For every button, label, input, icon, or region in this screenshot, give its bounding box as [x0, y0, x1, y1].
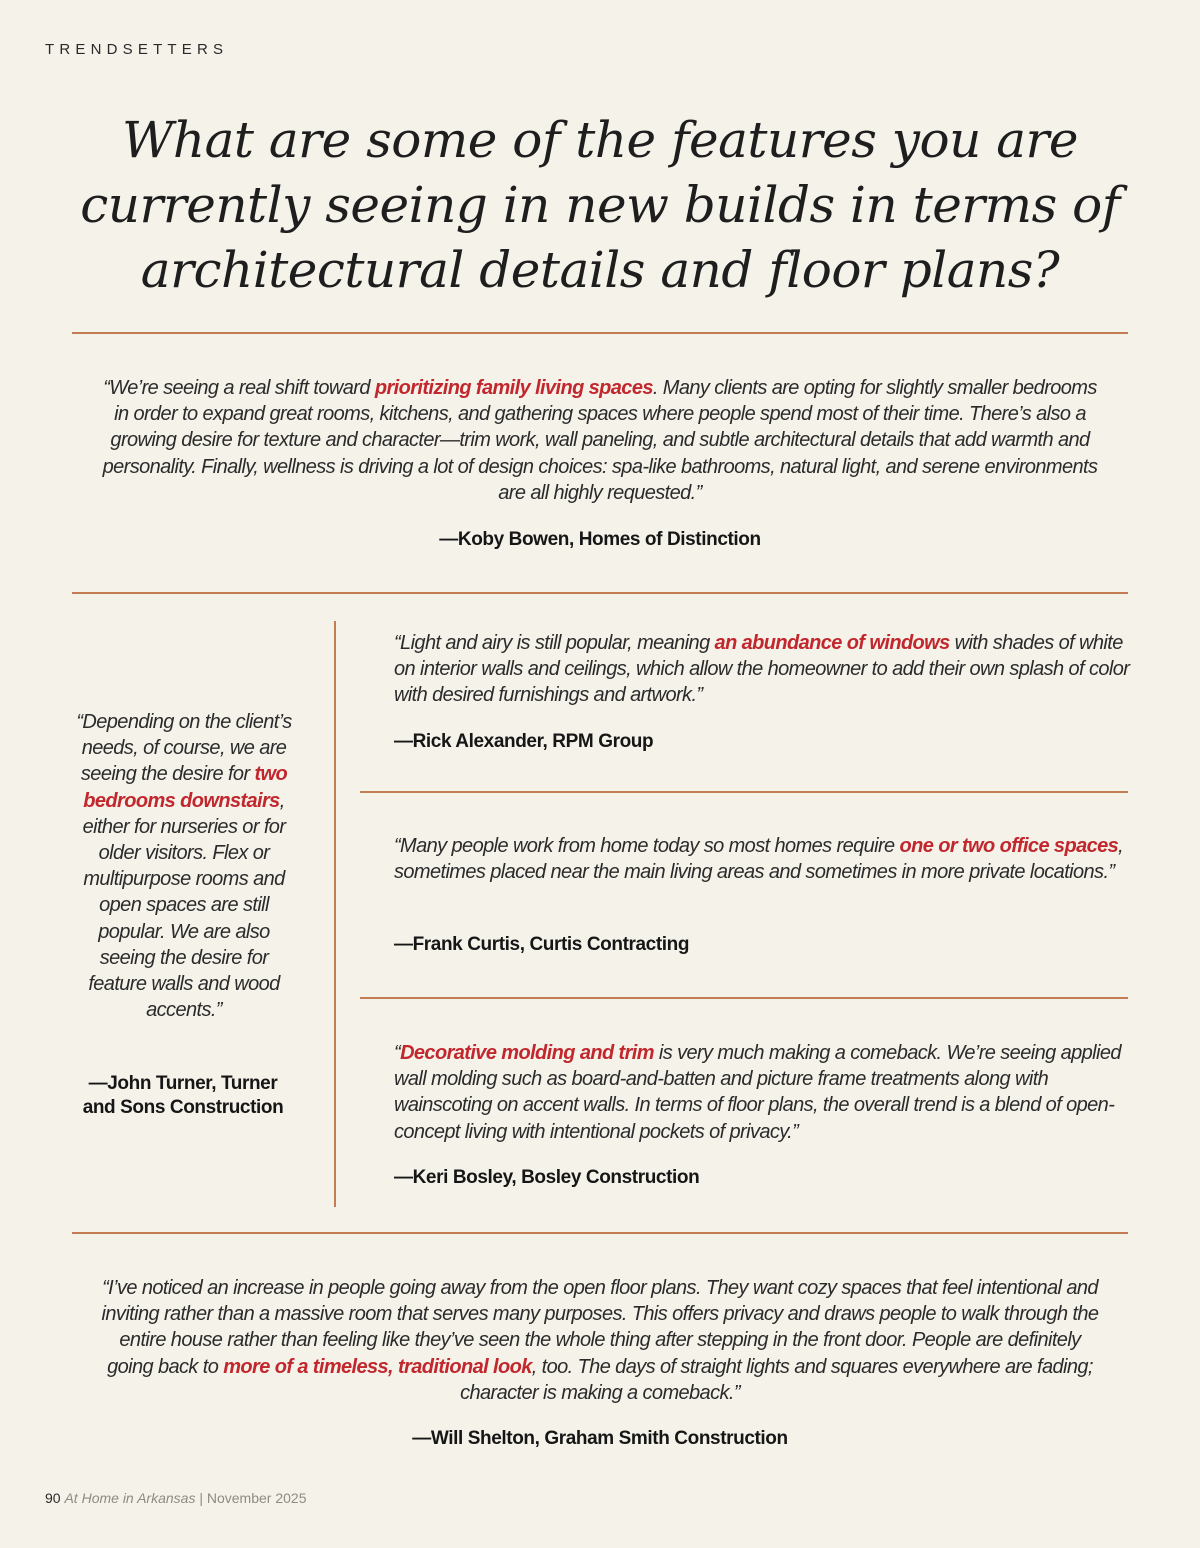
attribution-keri-bosley: —Keri Bosley, Bosley Construction — [394, 1167, 700, 1188]
quote-highlight: more of a timeless, traditional look — [223, 1355, 532, 1378]
magazine-name: At Home in Arkansas — [64, 1490, 196, 1506]
quote-highlight: prioritizing family living spaces — [374, 377, 653, 399]
attribution-will-shelton: —Will Shelton, Graham Smith Construction — [412, 1428, 788, 1449]
quote-koby-bowen: “We’re seeing a real shift toward prioritizing family living spaces. Many clients are opting for slightly smaller bedrooms in order to expand great rooms, kitchens, and gathering spaces where people spend most of their time. There’s also a growing desire for texture and character—trim work, wall paneling, and subtle architectural details that add warmth and personality. Finally, wellness is driving a lot of design choices: spa-like bathrooms, natural light, and serene environments are all highly requested.” — [102, 377, 1098, 504]
attribution-frank-curtis: —Frank Curtis, Curtis Contracting — [394, 934, 690, 955]
attribution-rick-alexander: —Rick Alexander, RPM Group — [394, 731, 654, 752]
divider-right-2 — [360, 997, 1128, 999]
quote-john-turner: “Depending on the client’s needs, of course, we are seeing the desire for two bedrooms downstairs, either for nurseries or for older visitors. Flex or multipurpose rooms and open spaces are still popular. We are also seeing the desire for feature walls and wood accents.” — [76, 711, 292, 1022]
quote-rick-alexander: “Light and airy is still popular, meaning an abundance of windows with shades of white on interior walls and ceilings, which allow the homeowner to add their own splash of color with desired furnishings and artwork.” — [394, 632, 1130, 707]
column-divider — [334, 621, 336, 1207]
quote-will-shelton: “I’ve noticed an increase in people going away from the open floor plans. They want cozy spaces that feel intentional and inviting rather than a massive room that serves many purposes. This offers privacy and draws people to walk through the entire house rather than feeling like they’ve seen the whole thing after stepping in the front door. People are definitely going back to more of a timeless, traditional look, too. The days of straight lights and squares everywhere are fading; character is making a comeback.” — [101, 1277, 1099, 1404]
divider-right-1 — [360, 791, 1128, 793]
divider-mid-top — [72, 592, 1128, 594]
quote-keri-bosley: “Decorative molding and trim is very much making a comeback. We’re seeing applied wall molding such as board-and-batten and picture frame treatments along with wainscoting on accent walls. In terms of floor plans, the overall trend is a blend of open-concept living with intentional pockets of privacy.” — [394, 1042, 1121, 1143]
quote-highlight: one or two office spaces — [899, 835, 1119, 857]
page-footer — [45, 1490, 307, 1506]
section-label: TRENDSETTERS — [45, 41, 229, 58]
attribution-john-turner: —John Turner, Turner and Sons Construction — [82, 1073, 284, 1118]
attribution-koby-bowen: —Koby Bowen, Homes of Distinction — [439, 529, 761, 550]
quote-frank-curtis: “Many people work from home today so most homes require one or two office spaces, sometimes placed near the main living areas and sometimes in more private locations.” — [394, 835, 1124, 884]
quote-highlight: Decorative molding and trim — [400, 1042, 654, 1064]
quote-highlight: an abundance of windows — [714, 632, 950, 654]
issue-date: November 2025 — [206, 1490, 307, 1506]
footer-separator: | — [195, 1490, 207, 1506]
page-number: 90 — [45, 1490, 61, 1506]
divider-top — [72, 332, 1128, 334]
quote-highlight: two bedrooms downstairs — [83, 763, 288, 812]
divider-bottom — [72, 1232, 1128, 1234]
headline: What are some of the features you are currently seeing in new builds in terms of architectural details and floor plans? — [80, 111, 1120, 299]
